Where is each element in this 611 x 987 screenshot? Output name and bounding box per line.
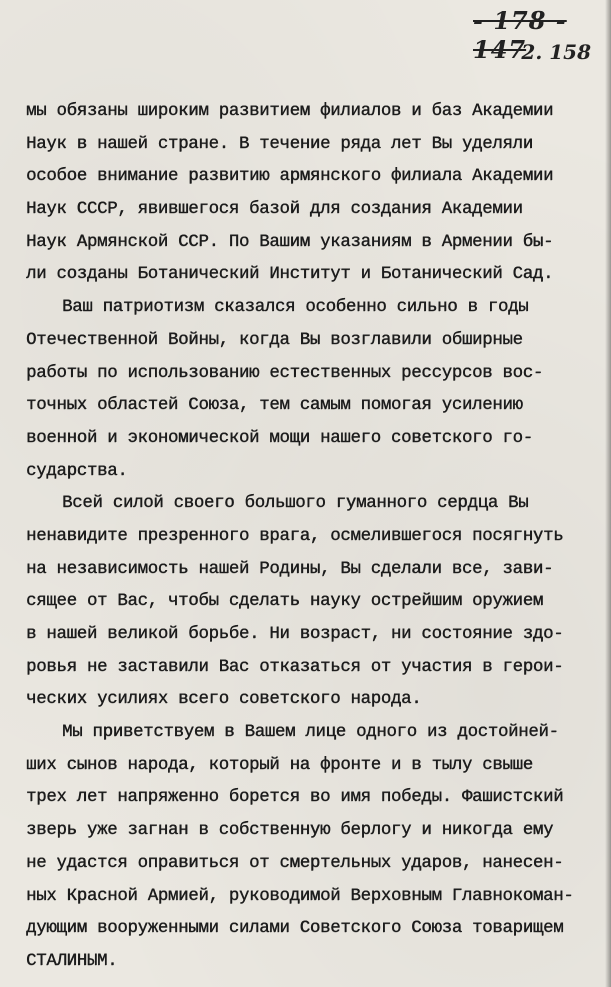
struck-page-numbers: - 178 - 147 [473,6,567,64]
text-line: ческих усилиях всего советского народа. [26,690,422,710]
text-line: ных Красной Армией, руководимой Верховным Главнокоман- [26,886,574,906]
text-line: дующим вооруженными силами Советского Союза товарищем [26,919,564,939]
text-line: не удастся оправиться от смертельных ударов, нанесен- [26,853,564,873]
text-line: ненавидите презренного врага, осмелившегося посягнуть [26,526,564,546]
text-line: сударства. [26,461,128,481]
text-line: Наук в нашей стране. В течение ряда лет Вы уделяли [26,134,533,154]
text-line: трех лет напряженно борется во имя победы. Фашистский [26,788,564,808]
typewritten-text-body [26,96,586,979]
text-line: сящее от Вас, чтобы сделать науку острейшим оружием [26,592,543,612]
page-number: 2. 158 [521,40,591,64]
text-line: ровья не заставили Вас отказаться от участия в герои- [26,657,564,677]
text-line: ших сынов народа, который на фронте и в тылу свыше [26,755,533,775]
text-line: Наук СССР, явившегося базой для создания Академии [26,200,523,220]
text-line: в нашей великой борьбе. Ни возраст, ни состояние здо- [26,625,564,644]
text-line: Всей силой своего большого гуманного сердца Вы [62,494,529,514]
text-line: точных областей Союза, тем самым помогая усилению [26,396,523,416]
text-line: Наук Армянской ССР. По Вашим указаниям в Армении бы- [26,232,554,252]
text-line: особое внимание развитию армянского филиала Академии [26,167,554,187]
text-line: военной и экономической мощи нашего советского го- [26,428,533,448]
page-number-marks [473,6,593,70]
text-line: Ваш патриотизм сказался особенно сильно в годы [62,298,529,318]
text-line: СТАЛИНЫМ. [26,951,118,971]
text-line: мы обязаны широким развитием филиалов и баз Академии [26,102,554,121]
page-edge-shadow [605,0,611,987]
text-line: работы по использованию естественных рессурсов вос- [26,363,543,383]
text-line: Отечественной Войны, когда Вы возглавили обширные [26,330,523,350]
text-line: зверь уже загнан в собственную берлогу и никогда ему [26,821,554,841]
text-line: Мы приветствуем в Вашем лице одного из достойней- [62,723,559,743]
text-line: на независимость нашей Родины, Вы сделали все, зави- [26,559,554,579]
text-line: ли созданы Ботанический Институт и Ботанический Сад. [26,265,554,285]
